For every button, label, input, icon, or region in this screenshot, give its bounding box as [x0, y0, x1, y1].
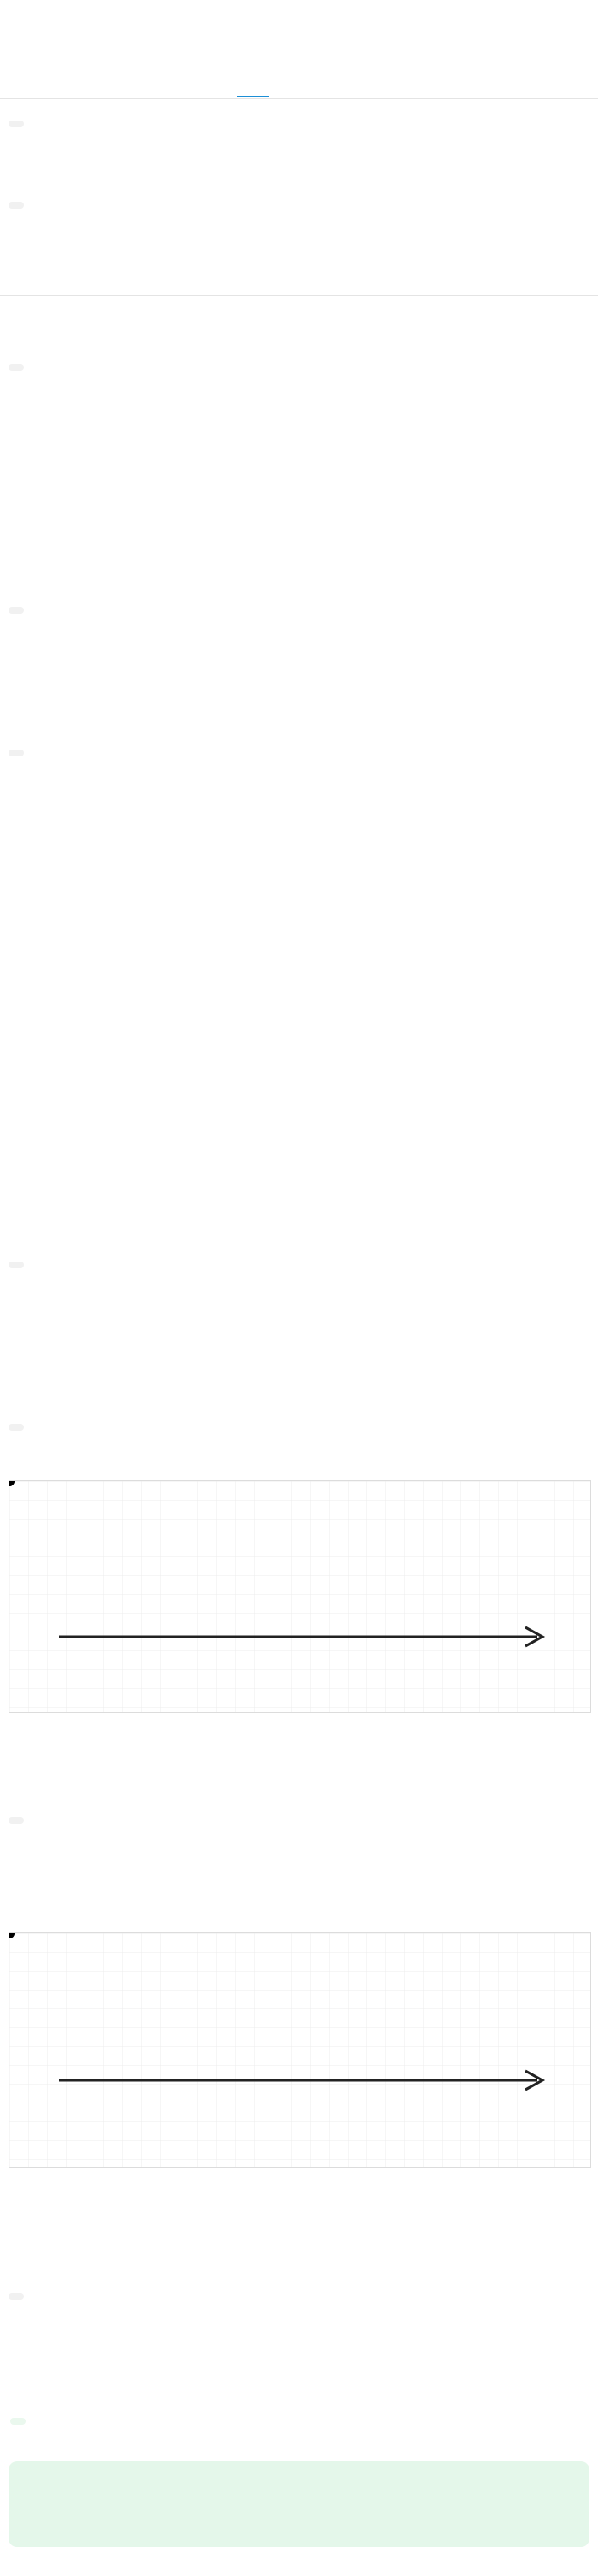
step-6-label	[9, 1817, 24, 1824]
step-1-label	[9, 364, 24, 371]
step-7-label	[9, 2293, 24, 2300]
active-tab-indicator	[237, 96, 269, 97]
step-5-label	[9, 1424, 24, 1431]
step-3-label	[9, 750, 24, 756]
given-label	[9, 121, 24, 127]
grid	[9, 1481, 590, 1712]
top-banner[interactable]	[0, 0, 598, 21]
step-2-label	[9, 607, 24, 614]
grid	[9, 1933, 590, 2167]
answer-label	[10, 2418, 26, 2425]
section-divider	[0, 295, 598, 296]
answer-box	[9, 2461, 589, 2547]
tabs-divider	[0, 98, 598, 99]
number-line-plot	[9, 1480, 591, 1713]
step-4-label	[9, 1262, 24, 1268]
sign-chart-plot	[9, 1932, 591, 2168]
find-label	[9, 202, 24, 209]
